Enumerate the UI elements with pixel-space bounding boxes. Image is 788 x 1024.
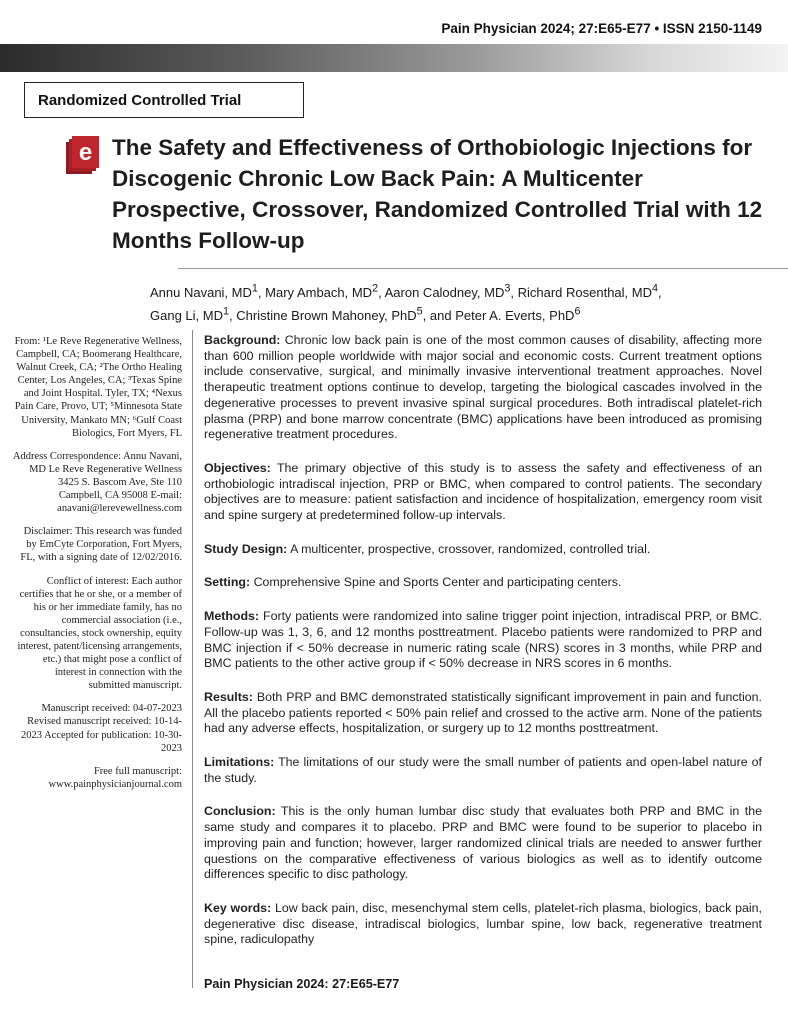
free-manuscript-note: Free full manuscript: www.painphysicianjournal.com [48, 765, 182, 790]
disclaimer-note: Disclaimer: This research was funded by EmCyte Corporation, Fort Myers, FL, with a signing date of 12/02/2016. [20, 526, 182, 564]
epub-e-letter: e [78, 139, 93, 166]
abstract-background: Background: Chronic low back pain is one of the most common causes of disability, affecting more than 600 million people worldwide with major social and economic costs. Current treatment options include conservative, surgical, and minimally invasive interventional treatment approaches. Novel therapeutic treatment options continue to develop, targeting the biological cascades involved in the degenerative processes to prevent invasive spinal surgical procedures. Both intradiscal platelet-rich plasma (PRP) and bone marrow concentrate (BMC) applications have been introduced as promising regenerative treatment procedures. [204, 333, 762, 442]
sidebar-info [12, 335, 182, 801]
author-entry: Aaron Calodney, $MD^3$, [384, 283, 518, 301]
author-entry: Richard Rosenthal, $MD^4$, [517, 283, 662, 301]
correspondence-note: Address Correspondence: Annu Navani, MD Le Reve Regenerative Wellness 3425 S. Bascom Ave, Ste 110 Campbell, CA 95008 E-mail: anavani@lerevewellness.com [12, 450, 182, 515]
footer-citation: Pain Physician 2024: 27:E65-E77 [204, 977, 400, 991]
column-divider [192, 330, 193, 988]
article-type-box [24, 82, 304, 118]
affiliations-note: From: ¹Le Reve Regenerative Wellness, Campbell, CA; Boomerang Healthcare, Walnut Creek, CA; ²The Ortho Healing Center, Los Angeles, CA; ³Texas Spine and Joint Hospital. Tyler, TX; ⁴Nexus Pain Care, Provo, UT; ⁵Minnesota State University, Mankato MN; ⁶Gulf Coast Biologics, Fort Myers, FL [14, 336, 182, 439]
author-entry: Christine Brown Mahoney, PhD$^5$, and [236, 305, 456, 323]
epub-e-icon [66, 136, 99, 174]
abstract-objectives: Objectives: The primary objective of this study is to assess the safety and effectiveness of an orthobiologic intradiscal injection, PRP or BMC, when compared to control patients. The secondary objectives are to measure: patient satisfaction and incidence of hospitalization, emergency room visit and spine surgery at predetermined follow-up intervals. [204, 460, 762, 523]
abstract [204, 333, 762, 966]
author-entry: Peter A. Everts, PhD$^6$ [455, 305, 581, 323]
title-rule [178, 268, 788, 269]
conflict-note: Conflict of interest: Each author certifies that he or she, or a member of his or her immediate family, has no commercial association (i.e., consultancies, stock ownership, equity interest, patent/licensing arrangements, etc.) that might pose a conflict of interest in connection with the submitted manuscript. [17, 575, 182, 692]
author-list [150, 280, 762, 325]
abstract-conclusion: Conclusion: This is the only human lumbar disc study that evaluates both PRP and BMC in the same study and compares it to placebo. PRP and BMC were found to be superior to placebo in improving pain and function; however, larger randomized clinical trials are needed to answer further questions on the comparative effectiveness of various biologics as well as to identify outcome differences specific to disc pathology. [204, 804, 763, 882]
article-title: The Safety and Effectiveness of Orthobiologic Injections for Discogenic Chronic Low Back Pain: A Multicenter Prospective, Crossover, Randomized Controlled Trial with 12 Months Follow-up [112, 135, 763, 253]
abstract-limitations: Limitations: The limitations of our study were the small number of patients and open-label nature of the study. [204, 755, 762, 785]
manuscript-dates: Manuscript received: 04-07-2023 Revised manuscript received: 10-14-2023 Accepted for publication: 10-30-2023 [21, 703, 182, 754]
author-entry: Gang Li, $MD^1$, [150, 305, 237, 323]
header-gradient-band [0, 44, 788, 72]
abstract-study-design: Study Design: A multicenter, prospective, crossover, randomized, controlled trial. [204, 541, 651, 556]
abstract-results: Results: Both PRP and BMC demonstrated statistically significant improvement in pain and function. All the placebo patients reported < 50% pain relief and crossed to the active arm. None of the patients had any adverse effects, hospitalization, or surgery up to 12 months posttreatment. [204, 689, 762, 736]
author-entry: Mary Ambach, $MD^2$, [265, 283, 385, 301]
author-entry: Annu Navani, $MD^1$, [150, 283, 266, 301]
abstract-methods: Methods: Forty patients were randomized into saline trigger point injection, intradiscal PRP, or BMC. Follow-up was 1, 3, 6, and 12 months posttreatment. Placebo patients were randomized to PRP and BMC injection if < 50% decrease in numeric rating scale (NRS) scores in 3 months, while PRP and BMC patients to the other active group if < 50% decrease in NRS scores in 6 months. [204, 609, 762, 671]
journal-reference: Pain Physician 2024; 27:E65-E77 • ISSN 2150-1149 [441, 21, 762, 36]
abstract-setting: Setting: Comprehensive Spine and Sports Center and participating centers. [204, 575, 622, 590]
article-type-label: Randomized Controlled Trial [38, 91, 242, 109]
abstract-keywords: Key words: Low back pain, disc, mesenchymal stem cells, platelet-rich plasma, biologics, back pain, degenerative disc disease, intradiscal biologics, lumbar spine, low back, regenerative treatment spine, radiculopathy [204, 900, 762, 947]
